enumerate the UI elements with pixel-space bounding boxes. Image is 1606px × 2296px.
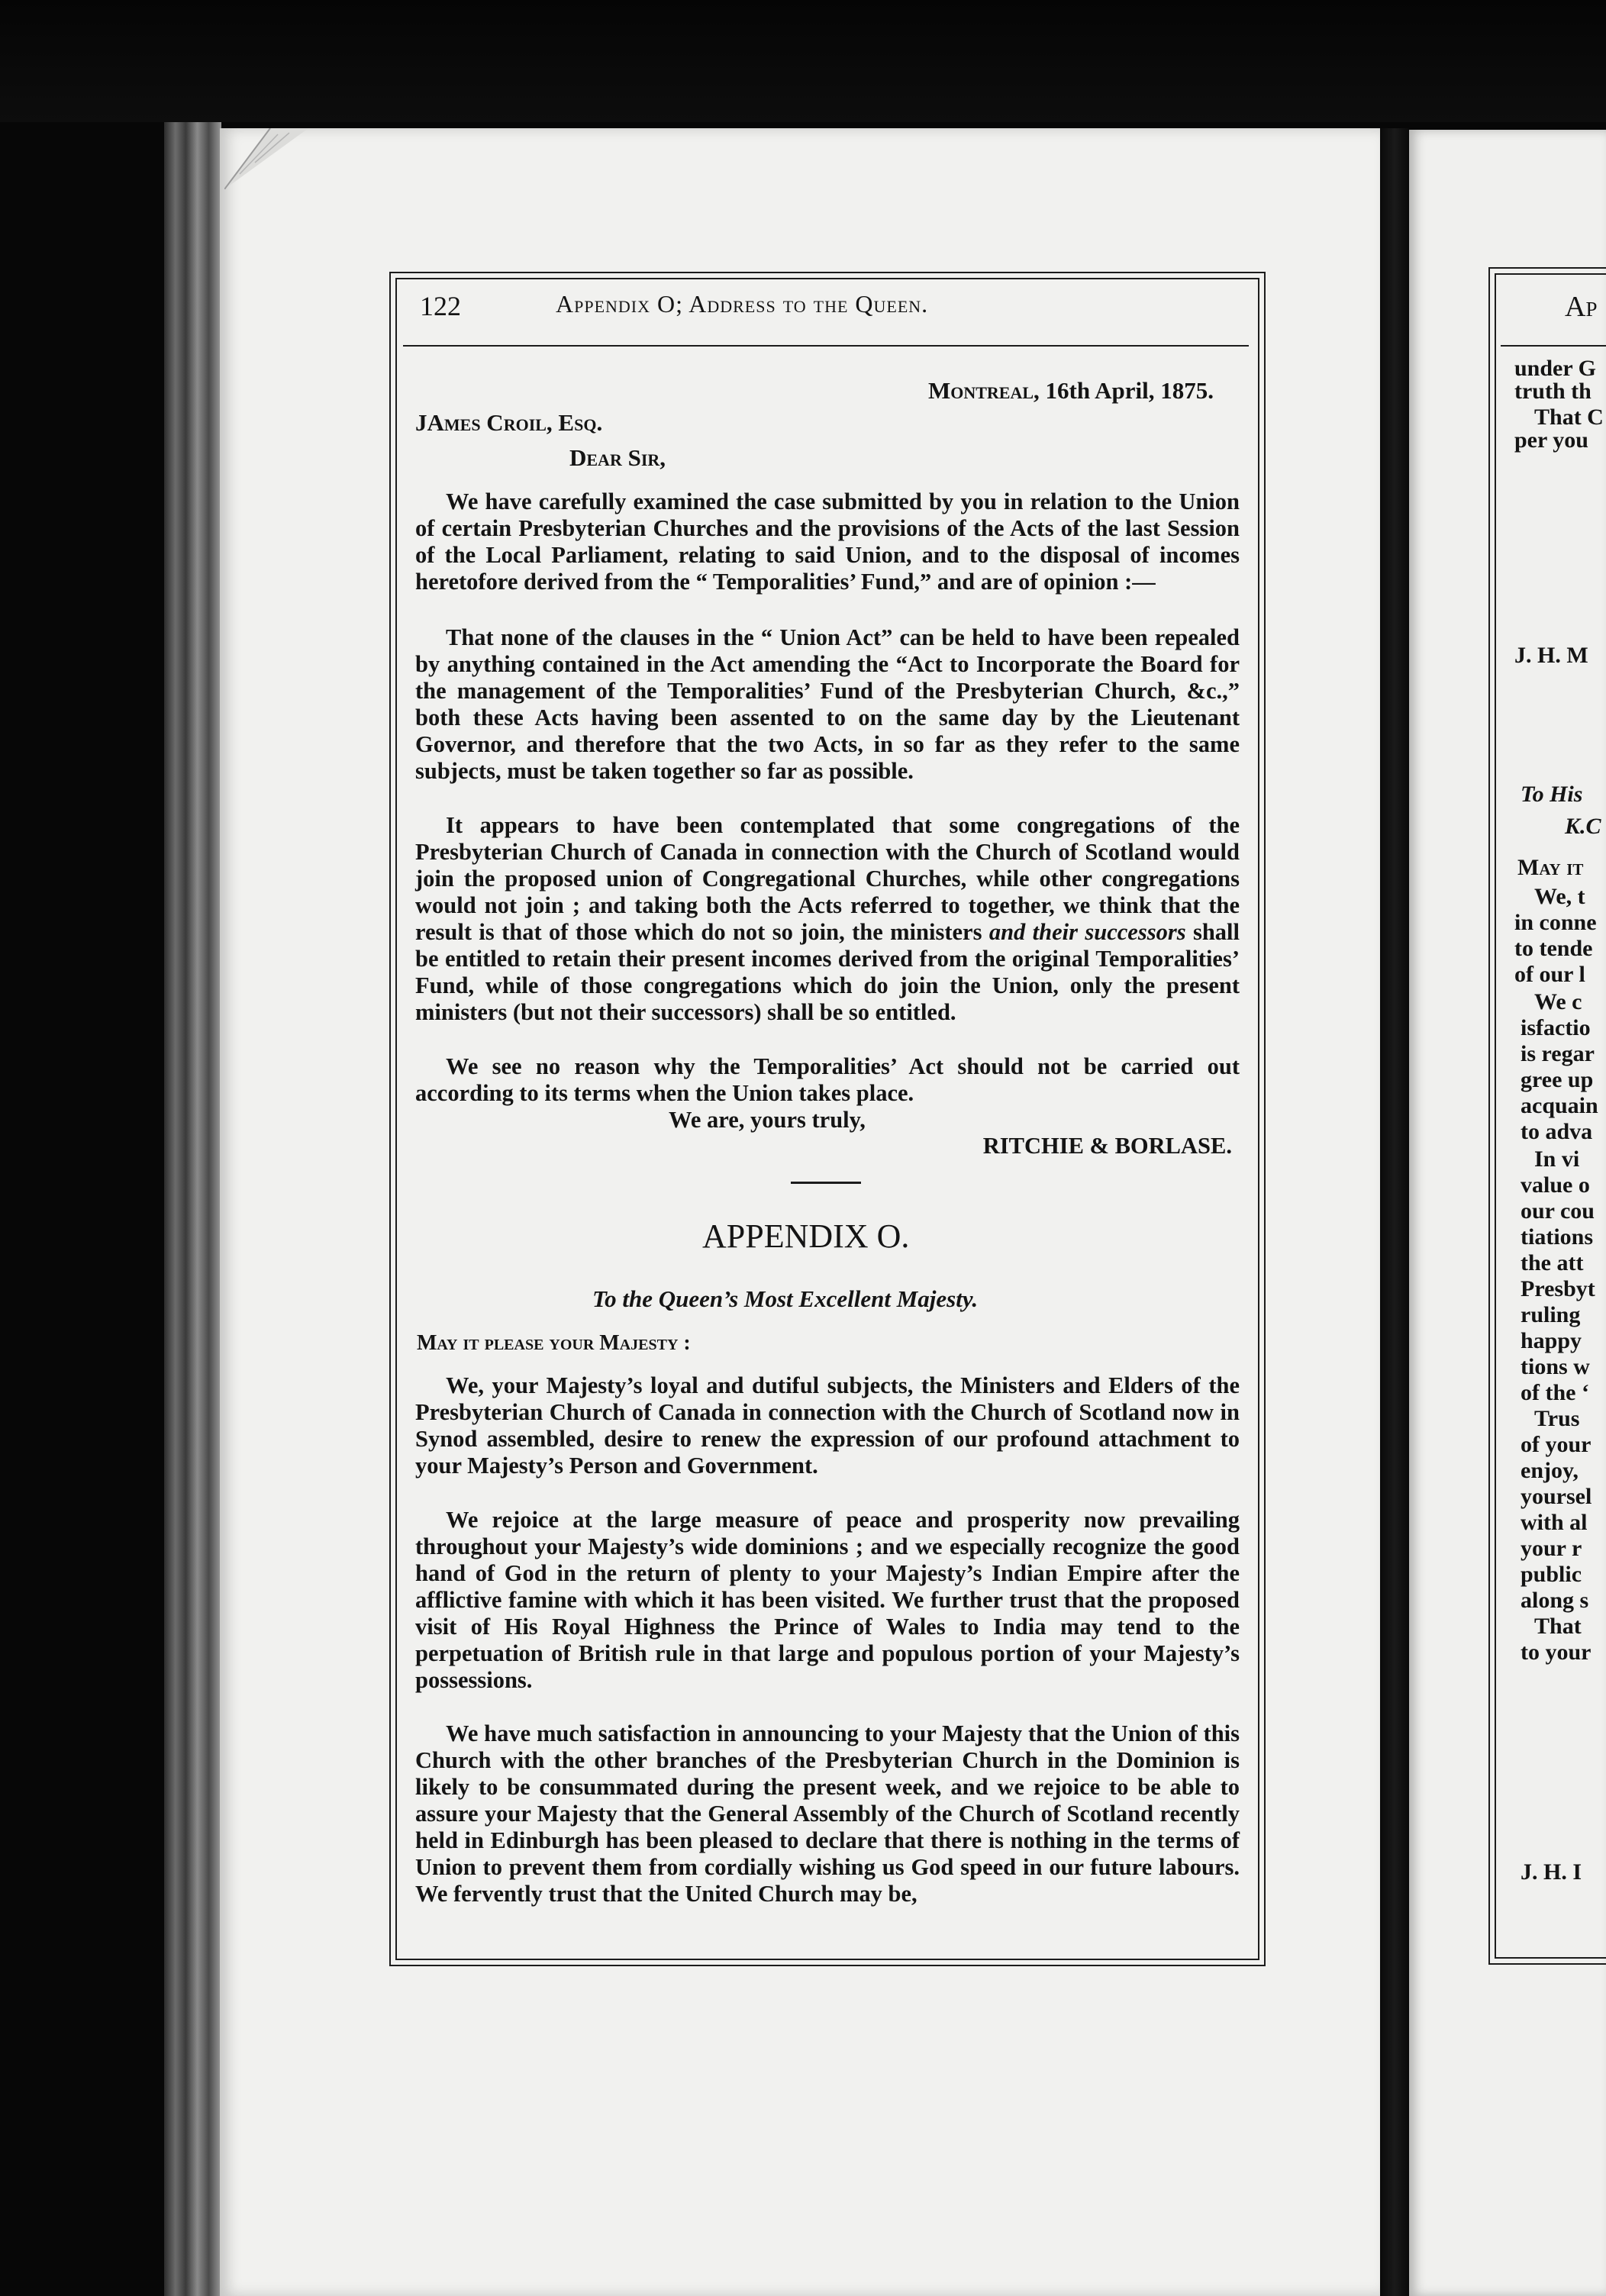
address-paragraph-text: We rejoice at the large measure of peace and prosperity now prevailing throughout your Majesty’s wide dominions ; and we especially recognize the good hand of God in the return of plenty to your Majesty’s Indian Empire after the afflictive famine with which it has been visited. We further trust that the proposed visit of His Royal Highness the Prince of Wales to India may tend to the perpetuation of British rule in that large and populous portion of your Majesty’s possessions. xyxy=(415,1507,1240,1693)
letter-paragraph-text: shall be entitled to retain their present incomes derived from the original Temporalities’ Fund, while of those congregations which do join the Union, only the present ministers (but not their successors) shall be so entitled. xyxy=(415,919,1240,1025)
facing-page-line: public xyxy=(1521,1562,1582,1587)
facing-page-line: We, t xyxy=(1534,884,1585,909)
facing-page-line: May it xyxy=(1517,855,1584,880)
address-paragraph-text: We, your Majesty’s loyal and dutiful subjects, the Ministers and Elders of the Presbyterian Church of Canada in connection with the Church of Scotland now in Synod assembled, desire to renew the expression of our profound attachment to your Majesty’s Person and Government. xyxy=(415,1372,1240,1479)
section-divider xyxy=(791,1182,861,1184)
facing-page-line: your r xyxy=(1521,1536,1582,1561)
address-paragraph xyxy=(415,1372,1240,1479)
facing-page-line: K.C xyxy=(1565,814,1601,839)
address-opening: May it please your Majesty : xyxy=(417,1331,691,1355)
facing-page-line: is regar xyxy=(1521,1041,1595,1066)
facing-page-line: the att xyxy=(1521,1250,1584,1275)
address-paragraph xyxy=(415,1507,1240,1694)
facing-page-line: per you xyxy=(1514,427,1588,453)
facing-page-line: our cou xyxy=(1521,1198,1595,1224)
page-number: 122 xyxy=(420,291,461,321)
facing-page-line: of your xyxy=(1521,1432,1591,1457)
letter-paragraph xyxy=(415,812,1240,1026)
facing-page-line: acquain xyxy=(1521,1093,1598,1118)
facing-page-line: truth th xyxy=(1514,379,1591,404)
facing-page-line: yoursel xyxy=(1521,1484,1592,1509)
letter-paragraph xyxy=(415,624,1240,785)
facing-page-line: isfactio xyxy=(1521,1015,1591,1040)
facing-page-line: with al xyxy=(1521,1510,1588,1535)
letter-place: Montreal, xyxy=(927,377,1040,404)
letter-dateline xyxy=(928,377,1214,405)
address-paragraph xyxy=(415,1720,1240,1907)
facing-page-line: That xyxy=(1534,1614,1582,1639)
facing-page-line: gree up xyxy=(1521,1067,1594,1092)
letter-closing: We are, yours truly, xyxy=(669,1107,866,1133)
letter-salutation: Dear Sir, xyxy=(569,444,666,471)
page-gutter xyxy=(1380,128,1409,2296)
running-head: Appendix O; Address to the Queen. xyxy=(556,290,929,318)
facing-page-line: tions w xyxy=(1521,1354,1590,1379)
letter-paragraph-text: We have carefully examined the case submitted by you in relation to the Union of certain Presbyterian Churches and the provisions of the Acts of the last Session of the Local Parliament, relating to said Union, and to the disposal of incomes heretofore derived from the “ Temporalities’ Fund,” and are of opinion :— xyxy=(415,489,1240,595)
letter-paragraph xyxy=(415,489,1240,595)
page-corner-curl xyxy=(224,128,308,189)
facing-page-line: to adva xyxy=(1521,1119,1593,1144)
facing-page-line: to your xyxy=(1521,1640,1591,1665)
facing-page-line: That C xyxy=(1534,405,1604,430)
facing-page-line: to tende xyxy=(1514,936,1593,961)
facing-page-line: In vi xyxy=(1534,1146,1580,1172)
facing-page-line: along s xyxy=(1521,1588,1589,1613)
book-edge xyxy=(164,122,221,2296)
scan-background xyxy=(0,0,1606,122)
facing-page-header-rule xyxy=(1501,345,1606,347)
letter-italic-phrase: and their successors xyxy=(988,919,1186,945)
facing-page-line: ruling xyxy=(1521,1302,1581,1327)
facing-page-line: in conne xyxy=(1514,910,1597,935)
address-dedication: To the Queen’s Most Excellent Majesty. xyxy=(592,1285,979,1312)
facing-page-line: J. H. M xyxy=(1514,643,1588,668)
appendix-heading: APPENDIX O. xyxy=(702,1217,910,1255)
address-paragraph-text: We have much satisfaction in announcing to your Majesty that the Union of this Church with the other branches of the Presbyterian Church in the Dominion is likely to be consummated during the present week, and we rejoice to be able to assure your Majesty that the General Assembly of the Church of Scotland recently held in Edinburgh has been pleased to declare that there is nothing in the terms of Union to prevent them from cordially wishing us God speed in our future labours. We fervently trust that the United Church may be, xyxy=(415,1720,1240,1907)
facing-page-running-head: Ap xyxy=(1565,291,1598,323)
facing-page-line: happy xyxy=(1521,1328,1582,1353)
facing-page-line: To His xyxy=(1521,782,1583,807)
header-rule xyxy=(403,345,1249,347)
facing-page-line: of our l xyxy=(1514,962,1585,987)
letter-signature: RITCHIE & BORLASE. xyxy=(982,1133,1232,1159)
letter-addressee: JAmes Croil, Esq. xyxy=(415,409,603,436)
facing-page-line: enjoy, xyxy=(1521,1458,1579,1483)
letter-paragraph-text: It appears to have been contemplated that some congregations of the Presbyterian Church of Canada in connection with the Church of Scotland would join the proposed union of Congregational Churches, while other congregations would not join ; and taking both the Acts referred to together, we think that the result is that of those which do not so join, the ministers xyxy=(415,812,1240,945)
letter-paragraph-text: That none of the clauses in the “ Union Act” can be held to have been repealed by anything contained in the Act amending the “Act to Incorporate the Board for the management of the Temporalities’ Fund of the Presbyterian Church, &c.,” both these Acts having been assented to on the same day by the Lieutenant Governor, and therefore that the two Acts, in so far as they refer to the same subjects, must be taken together so far as possible. xyxy=(415,624,1240,784)
letter-paragraph-text: We see no reason why the Temporalities’ Act should not be carried out according to its terms when the Union takes place. xyxy=(415,1053,1240,1106)
facing-page-line: J. H. I xyxy=(1521,1859,1582,1885)
facing-page-line: Trus xyxy=(1534,1406,1580,1431)
facing-page-line: value o xyxy=(1521,1172,1590,1198)
facing-page-line: under G xyxy=(1514,356,1596,381)
facing-page-line: We c xyxy=(1534,989,1582,1014)
facing-page-line: Presbyt xyxy=(1521,1276,1595,1301)
letter-date: 16th April, 1875. xyxy=(1045,377,1214,404)
facing-page-line: of the ‘ xyxy=(1521,1380,1589,1405)
letter-paragraph xyxy=(415,1053,1240,1107)
facing-page-line: tiations xyxy=(1521,1224,1594,1250)
